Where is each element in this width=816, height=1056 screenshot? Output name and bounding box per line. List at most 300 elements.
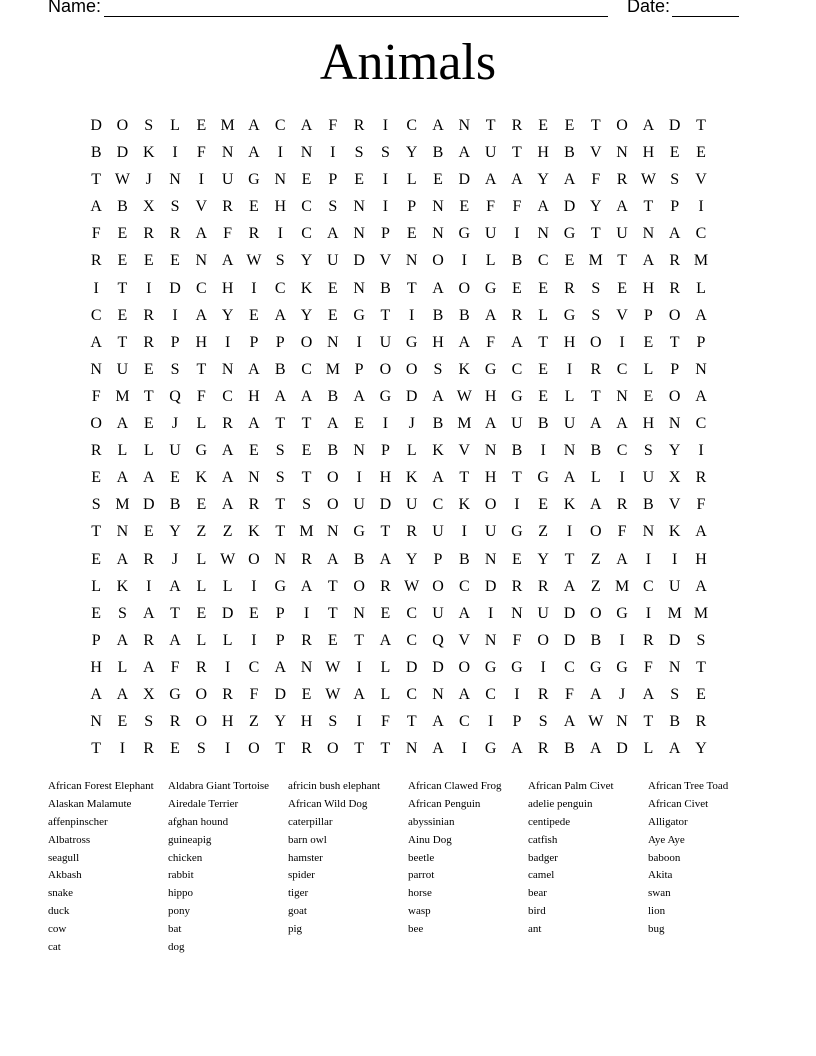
grid-letter[interactable]: H: [484, 469, 497, 487]
grid-letter[interactable]: P: [275, 631, 285, 649]
grid-letter[interactable]: I: [566, 523, 573, 541]
grid-letter[interactable]: A: [116, 415, 129, 433]
grid-letter[interactable]: H: [642, 144, 655, 162]
grid-letter[interactable]: A: [300, 117, 313, 134]
grid-letter[interactable]: B: [458, 550, 470, 568]
grid-letter[interactable]: M: [325, 360, 340, 378]
grid-letter[interactable]: C: [643, 577, 654, 595]
grid-letter[interactable]: E: [143, 523, 154, 541]
grid-letter[interactable]: I: [461, 523, 467, 541]
grid-letter[interactable]: O: [353, 577, 365, 595]
grid-letter[interactable]: Z: [196, 523, 207, 541]
grid-letter[interactable]: C: [90, 306, 102, 324]
grid-letter[interactable]: R: [616, 171, 628, 189]
grid-letter[interactable]: D: [169, 279, 181, 297]
grid-letter[interactable]: S: [91, 496, 101, 514]
grid-letter[interactable]: L: [380, 658, 391, 676]
grid-letter[interactable]: A: [116, 631, 129, 649]
grid-letter[interactable]: B: [511, 442, 523, 460]
grid-letter[interactable]: I: [698, 198, 704, 216]
grid-letter[interactable]: J: [618, 685, 626, 703]
grid-letter[interactable]: E: [117, 713, 128, 731]
grid-letter[interactable]: I: [619, 631, 625, 649]
grid-letter[interactable]: A: [300, 577, 313, 595]
grid-letter[interactable]: E: [564, 252, 575, 270]
grid-letter[interactable]: A: [274, 306, 286, 324]
grid-letter[interactable]: G: [405, 333, 418, 351]
grid-letter[interactable]: T: [406, 713, 417, 731]
grid-letter[interactable]: N: [327, 523, 339, 541]
grid-letter[interactable]: T: [275, 496, 286, 514]
grid-letter[interactable]: N: [248, 469, 260, 487]
name-blank-line[interactable]: [104, 0, 608, 17]
grid-letter[interactable]: F: [91, 387, 101, 405]
grid-letter[interactable]: K: [432, 442, 444, 460]
grid-letter[interactable]: I: [356, 469, 362, 487]
grid-letter[interactable]: R: [537, 685, 549, 703]
grid-letter[interactable]: M: [693, 604, 709, 622]
grid-letter[interactable]: I: [93, 279, 99, 297]
grid-letter[interactable]: A: [432, 117, 444, 134]
grid-letter[interactable]: P: [91, 631, 101, 649]
grid-letter[interactable]: L: [196, 415, 207, 433]
grid-letter[interactable]: B: [274, 360, 286, 378]
grid-letter[interactable]: T: [301, 469, 312, 487]
grid-letter[interactable]: N: [221, 144, 234, 162]
grid-letter[interactable]: I: [409, 306, 415, 324]
grid-letter[interactable]: C: [564, 658, 575, 676]
grid-letter[interactable]: P: [696, 333, 706, 351]
grid-letter[interactable]: U: [484, 523, 497, 541]
grid-letter[interactable]: O: [590, 523, 602, 541]
grid-letter[interactable]: P: [275, 333, 285, 351]
grid-letter[interactable]: S: [170, 198, 180, 216]
date-blank-line[interactable]: [672, 0, 739, 17]
grid-letter[interactable]: I: [172, 144, 178, 162]
grid-letter[interactable]: E: [354, 171, 364, 189]
grid-letter[interactable]: I: [224, 740, 231, 758]
grid-letter[interactable]: I: [224, 658, 231, 676]
grid-letter[interactable]: N: [458, 117, 471, 134]
grid-letter[interactable]: A: [353, 387, 365, 405]
grid-letter[interactable]: R: [143, 225, 155, 243]
grid-letter[interactable]: J: [145, 171, 152, 189]
grid-letter[interactable]: A: [90, 198, 102, 216]
grid-letter[interactable]: T: [170, 604, 180, 622]
grid-letter[interactable]: G: [248, 171, 260, 189]
grid-letter[interactable]: R: [222, 685, 233, 703]
grid-letter[interactable]: X: [142, 198, 155, 216]
grid-letter[interactable]: U: [116, 360, 129, 378]
grid-letter[interactable]: M: [220, 117, 235, 134]
grid-letter[interactable]: E: [643, 387, 654, 405]
grid-letter[interactable]: N: [405, 740, 418, 758]
grid-letter[interactable]: N: [616, 387, 628, 405]
grid-letter[interactable]: U: [642, 469, 655, 487]
grid-letter[interactable]: M: [588, 252, 603, 270]
grid-letter[interactable]: L: [196, 631, 207, 649]
grid-letter[interactable]: A: [695, 306, 707, 324]
grid-letter[interactable]: R: [301, 631, 312, 649]
grid-letter[interactable]: A: [221, 442, 234, 460]
grid-letter[interactable]: O: [668, 387, 681, 405]
grid-letter[interactable]: I: [356, 713, 362, 731]
grid-letter[interactable]: A: [458, 333, 471, 351]
grid-letter[interactable]: T: [590, 225, 601, 243]
grid-letter[interactable]: T: [538, 333, 549, 351]
grid-letter[interactable]: J: [171, 415, 179, 433]
grid-letter[interactable]: E: [196, 117, 207, 134]
grid-letter[interactable]: U: [616, 225, 628, 243]
grid-letter[interactable]: M: [115, 496, 130, 514]
grid-letter[interactable]: S: [591, 279, 601, 297]
grid-letter[interactable]: D: [274, 685, 286, 703]
grid-letter[interactable]: W: [588, 713, 604, 731]
grid-letter[interactable]: E: [249, 604, 259, 622]
grid-letter[interactable]: A: [248, 117, 260, 134]
grid-letter[interactable]: U: [668, 577, 681, 595]
grid-letter[interactable]: G: [274, 577, 286, 595]
grid-letter[interactable]: T: [380, 523, 391, 541]
grid-letter[interactable]: A: [458, 604, 471, 622]
grid-letter[interactable]: R: [143, 550, 155, 568]
grid-letter[interactable]: A: [695, 387, 707, 405]
grid-letter[interactable]: O: [195, 685, 208, 703]
grid-letter[interactable]: A: [563, 713, 576, 731]
grid-letter[interactable]: G: [353, 523, 365, 541]
grid-letter[interactable]: U: [169, 442, 181, 460]
grid-letter[interactable]: O: [405, 360, 418, 378]
grid-letter[interactable]: A: [353, 685, 365, 703]
grid-letter[interactable]: A: [511, 740, 523, 758]
grid-letter[interactable]: F: [196, 387, 206, 405]
grid-letter[interactable]: P: [170, 333, 180, 351]
grid-letter[interactable]: B: [432, 144, 444, 162]
grid-letter[interactable]: T: [380, 740, 391, 758]
grid-letter[interactable]: T: [590, 117, 601, 134]
grid-letter[interactable]: B: [169, 496, 181, 514]
grid-letter[interactable]: A: [195, 306, 208, 324]
grid-letter[interactable]: T: [275, 740, 286, 758]
grid-letter[interactable]: B: [380, 279, 391, 297]
grid-letter[interactable]: E: [91, 604, 102, 622]
grid-letter[interactable]: S: [196, 740, 206, 758]
grid-letter[interactable]: O: [432, 252, 444, 270]
grid-letter[interactable]: F: [249, 685, 259, 703]
grid-letter[interactable]: L: [406, 171, 417, 189]
grid-letter[interactable]: O: [590, 333, 602, 351]
grid-letter[interactable]: T: [327, 604, 338, 622]
grid-letter[interactable]: V: [195, 198, 208, 216]
grid-letter[interactable]: W: [325, 658, 341, 676]
grid-letter[interactable]: F: [512, 631, 522, 649]
grid-letter[interactable]: B: [117, 198, 128, 216]
grid-letter[interactable]: V: [590, 144, 602, 162]
grid-letter[interactable]: G: [616, 658, 628, 676]
grid-letter[interactable]: H: [274, 198, 286, 216]
grid-letter[interactable]: A: [195, 225, 208, 243]
grid-letter[interactable]: A: [169, 577, 181, 595]
grid-letter[interactable]: E: [301, 685, 312, 703]
grid-letter[interactable]: K: [142, 144, 155, 162]
grid-letter[interactable]: E: [170, 740, 180, 758]
grid-letter[interactable]: O: [616, 117, 628, 134]
grid-letter[interactable]: H: [432, 333, 444, 351]
grid-letter[interactable]: I: [672, 550, 678, 568]
grid-letter[interactable]: L: [696, 279, 706, 297]
grid-letter[interactable]: A: [142, 658, 155, 676]
grid-letter[interactable]: R: [301, 740, 312, 758]
grid-letter[interactable]: E: [170, 469, 180, 487]
grid-letter[interactable]: W: [640, 171, 656, 189]
grid-letter[interactable]: E: [696, 685, 706, 703]
grid-letter[interactable]: I: [146, 577, 152, 595]
grid-letter[interactable]: N: [221, 360, 234, 378]
grid-letter[interactable]: H: [221, 279, 234, 297]
grid-letter[interactable]: I: [382, 198, 389, 216]
grid-letter[interactable]: C: [432, 496, 444, 514]
grid-letter[interactable]: U: [432, 523, 444, 541]
grid-letter[interactable]: A: [221, 496, 234, 514]
grid-letter[interactable]: P: [275, 604, 285, 622]
grid-letter[interactable]: O: [300, 333, 313, 351]
grid-letter[interactable]: R: [248, 225, 260, 243]
grid-letter[interactable]: R: [564, 279, 575, 297]
grid-letter[interactable]: L: [117, 442, 128, 460]
grid-letter[interactable]: I: [619, 469, 625, 487]
grid-letter[interactable]: C: [406, 604, 418, 622]
grid-letter[interactable]: U: [484, 225, 497, 243]
grid-letter[interactable]: T: [459, 469, 470, 487]
grid-letter[interactable]: R: [143, 631, 155, 649]
grid-letter[interactable]: T: [564, 550, 575, 568]
grid-letter[interactable]: Y: [300, 306, 313, 324]
grid-letter[interactable]: V: [458, 442, 471, 460]
grid-letter[interactable]: A: [327, 415, 339, 433]
grid-letter[interactable]: R: [537, 577, 549, 595]
grid-letter[interactable]: W: [246, 252, 262, 270]
grid-letter[interactable]: H: [695, 550, 707, 568]
grid-letter[interactable]: N: [432, 198, 444, 216]
grid-letter[interactable]: E: [406, 225, 417, 243]
grid-letter[interactable]: H: [642, 279, 655, 297]
grid-letter[interactable]: H: [537, 144, 549, 162]
grid-letter[interactable]: H: [90, 658, 102, 676]
grid-letter[interactable]: A: [116, 469, 129, 487]
grid-letter[interactable]: Y: [405, 144, 418, 162]
grid-letter[interactable]: E: [512, 550, 522, 568]
grid-letter[interactable]: A: [616, 198, 628, 216]
grid-letter[interactable]: R: [695, 713, 707, 731]
grid-letter[interactable]: I: [514, 685, 520, 703]
grid-letter[interactable]: G: [379, 387, 392, 405]
grid-letter[interactable]: G: [511, 387, 523, 405]
grid-letter[interactable]: D: [405, 658, 418, 676]
grid-letter[interactable]: T: [512, 469, 522, 487]
grid-letter[interactable]: A: [642, 685, 655, 703]
grid-letter[interactable]: N: [484, 442, 497, 460]
grid-letter[interactable]: O: [248, 740, 260, 758]
grid-letter[interactable]: T: [301, 415, 312, 433]
grid-letter[interactable]: E: [459, 198, 470, 216]
grid-letter[interactable]: I: [540, 658, 546, 676]
grid-letter[interactable]: N: [616, 713, 628, 731]
grid-letter[interactable]: E: [433, 171, 443, 189]
grid-letter[interactable]: Y: [221, 306, 234, 324]
grid-letter[interactable]: O: [379, 360, 392, 378]
grid-letter[interactable]: R: [537, 740, 549, 758]
grid-letter[interactable]: Z: [249, 713, 259, 731]
grid-letter[interactable]: C: [485, 685, 496, 703]
grid-letter[interactable]: O: [668, 306, 681, 324]
grid-letter[interactable]: S: [380, 144, 390, 162]
grid-letter[interactable]: P: [380, 442, 390, 460]
grid-letter[interactable]: A: [668, 225, 681, 243]
grid-letter[interactable]: Z: [538, 523, 549, 541]
grid-letter[interactable]: P: [380, 225, 390, 243]
grid-letter[interactable]: U: [511, 415, 523, 433]
grid-letter[interactable]: A: [142, 604, 155, 622]
grid-letter[interactable]: T: [643, 198, 654, 216]
grid-letter[interactable]: F: [617, 523, 627, 541]
grid-letter[interactable]: T: [643, 713, 654, 731]
grid-letter[interactable]: Q: [169, 387, 181, 405]
grid-letter[interactable]: S: [275, 469, 285, 487]
grid-letter[interactable]: P: [670, 198, 680, 216]
grid-letter[interactable]: S: [144, 117, 154, 134]
grid-letter[interactable]: H: [642, 415, 655, 433]
grid-letter[interactable]: K: [458, 496, 471, 514]
grid-letter[interactable]: I: [514, 496, 520, 514]
grid-letter[interactable]: A: [169, 631, 181, 649]
grid-letter[interactable]: S: [328, 198, 338, 216]
grid-letter[interactable]: F: [486, 333, 496, 351]
grid-letter[interactable]: D: [116, 144, 129, 162]
grid-letter[interactable]: B: [643, 496, 654, 514]
grid-letter[interactable]: E: [91, 550, 102, 568]
grid-letter[interactable]: R: [90, 442, 102, 460]
grid-letter[interactable]: E: [327, 631, 338, 649]
grid-letter[interactable]: I: [619, 333, 625, 351]
grid-letter[interactable]: E: [117, 225, 128, 243]
grid-letter[interactable]: O: [195, 713, 208, 731]
grid-letter[interactable]: P: [328, 171, 338, 189]
grid-letter[interactable]: G: [195, 442, 208, 460]
grid-letter[interactable]: E: [249, 442, 259, 460]
grid-letter[interactable]: S: [591, 306, 601, 324]
grid-letter[interactable]: C: [616, 442, 628, 460]
grid-letter[interactable]: X: [668, 469, 681, 487]
grid-letter[interactable]: G: [616, 604, 628, 622]
grid-letter[interactable]: I: [251, 279, 257, 297]
grid-letter[interactable]: W: [456, 387, 472, 405]
grid-letter[interactable]: O: [458, 658, 471, 676]
grid-letter[interactable]: R: [143, 333, 155, 351]
grid-letter[interactable]: A: [274, 658, 286, 676]
grid-letter[interactable]: Y: [300, 252, 313, 270]
grid-letter[interactable]: N: [511, 604, 523, 622]
grid-letter[interactable]: O: [327, 740, 339, 758]
grid-letter[interactable]: G: [484, 360, 497, 378]
grid-letter[interactable]: E: [91, 469, 102, 487]
grid-letter[interactable]: O: [432, 577, 444, 595]
grid-letter[interactable]: I: [303, 604, 310, 622]
grid-letter[interactable]: T: [117, 333, 128, 351]
grid-letter[interactable]: N: [616, 144, 628, 162]
grid-letter[interactable]: K: [300, 279, 313, 297]
grid-letter[interactable]: N: [668, 658, 681, 676]
grid-letter[interactable]: K: [195, 469, 208, 487]
grid-letter[interactable]: D: [563, 198, 576, 216]
grid-letter[interactable]: N: [695, 360, 707, 378]
grid-letter[interactable]: N: [300, 144, 313, 162]
grid-letter[interactable]: G: [169, 685, 181, 703]
grid-letter[interactable]: R: [301, 550, 312, 568]
grid-letter[interactable]: F: [91, 225, 101, 243]
grid-letter[interactable]: F: [486, 198, 496, 216]
grid-letter[interactable]: E: [301, 442, 312, 460]
grid-letter[interactable]: A: [458, 144, 471, 162]
grid-letter[interactable]: D: [353, 252, 365, 270]
grid-letter[interactable]: F: [512, 198, 522, 216]
grid-letter[interactable]: T: [696, 117, 706, 134]
grid-letter[interactable]: U: [537, 604, 549, 622]
grid-letter[interactable]: M: [614, 577, 630, 595]
grid-letter[interactable]: G: [590, 658, 602, 676]
grid-letter[interactable]: F: [380, 713, 390, 731]
grid-letter[interactable]: A: [590, 496, 602, 514]
grid-letter[interactable]: N: [90, 713, 102, 731]
grid-letter[interactable]: E: [117, 252, 128, 270]
grid-letter[interactable]: C: [274, 279, 286, 297]
grid-letter[interactable]: U: [484, 144, 497, 162]
grid-letter[interactable]: L: [91, 577, 102, 595]
grid-letter[interactable]: B: [90, 144, 102, 162]
grid-letter[interactable]: N: [327, 333, 339, 351]
grid-letter[interactable]: A: [116, 685, 129, 703]
grid-letter[interactable]: Y: [695, 740, 707, 758]
grid-letter[interactable]: R: [669, 252, 681, 270]
grid-letter[interactable]: A: [563, 469, 576, 487]
grid-letter[interactable]: O: [590, 604, 602, 622]
grid-letter[interactable]: S: [643, 442, 653, 460]
grid-letter[interactable]: S: [144, 713, 154, 731]
grid-letter[interactable]: U: [379, 333, 392, 351]
grid-letter[interactable]: D: [405, 387, 418, 405]
grid-letter[interactable]: A: [248, 144, 260, 162]
grid-letter[interactable]: I: [461, 252, 467, 270]
grid-letter[interactable]: I: [198, 171, 204, 189]
grid-letter[interactable]: N: [484, 550, 497, 568]
grid-letter[interactable]: E: [301, 171, 312, 189]
grid-letter[interactable]: D: [668, 631, 681, 649]
grid-letter[interactable]: M: [299, 523, 314, 541]
grid-letter[interactable]: H: [195, 333, 208, 351]
grid-letter[interactable]: T: [143, 387, 154, 405]
grid-letter[interactable]: N: [537, 225, 549, 243]
grid-letter[interactable]: N: [169, 171, 181, 189]
grid-letter[interactable]: E: [249, 198, 259, 216]
grid-letter[interactable]: E: [538, 279, 549, 297]
grid-letter[interactable]: R: [695, 469, 707, 487]
grid-letter[interactable]: J: [408, 415, 415, 433]
grid-letter[interactable]: I: [251, 577, 257, 595]
grid-letter[interactable]: N: [563, 442, 576, 460]
grid-letter[interactable]: C: [301, 360, 312, 378]
grid-letter[interactable]: L: [590, 469, 601, 487]
grid-letter[interactable]: H: [248, 387, 260, 405]
grid-letter[interactable]: B: [590, 442, 602, 460]
